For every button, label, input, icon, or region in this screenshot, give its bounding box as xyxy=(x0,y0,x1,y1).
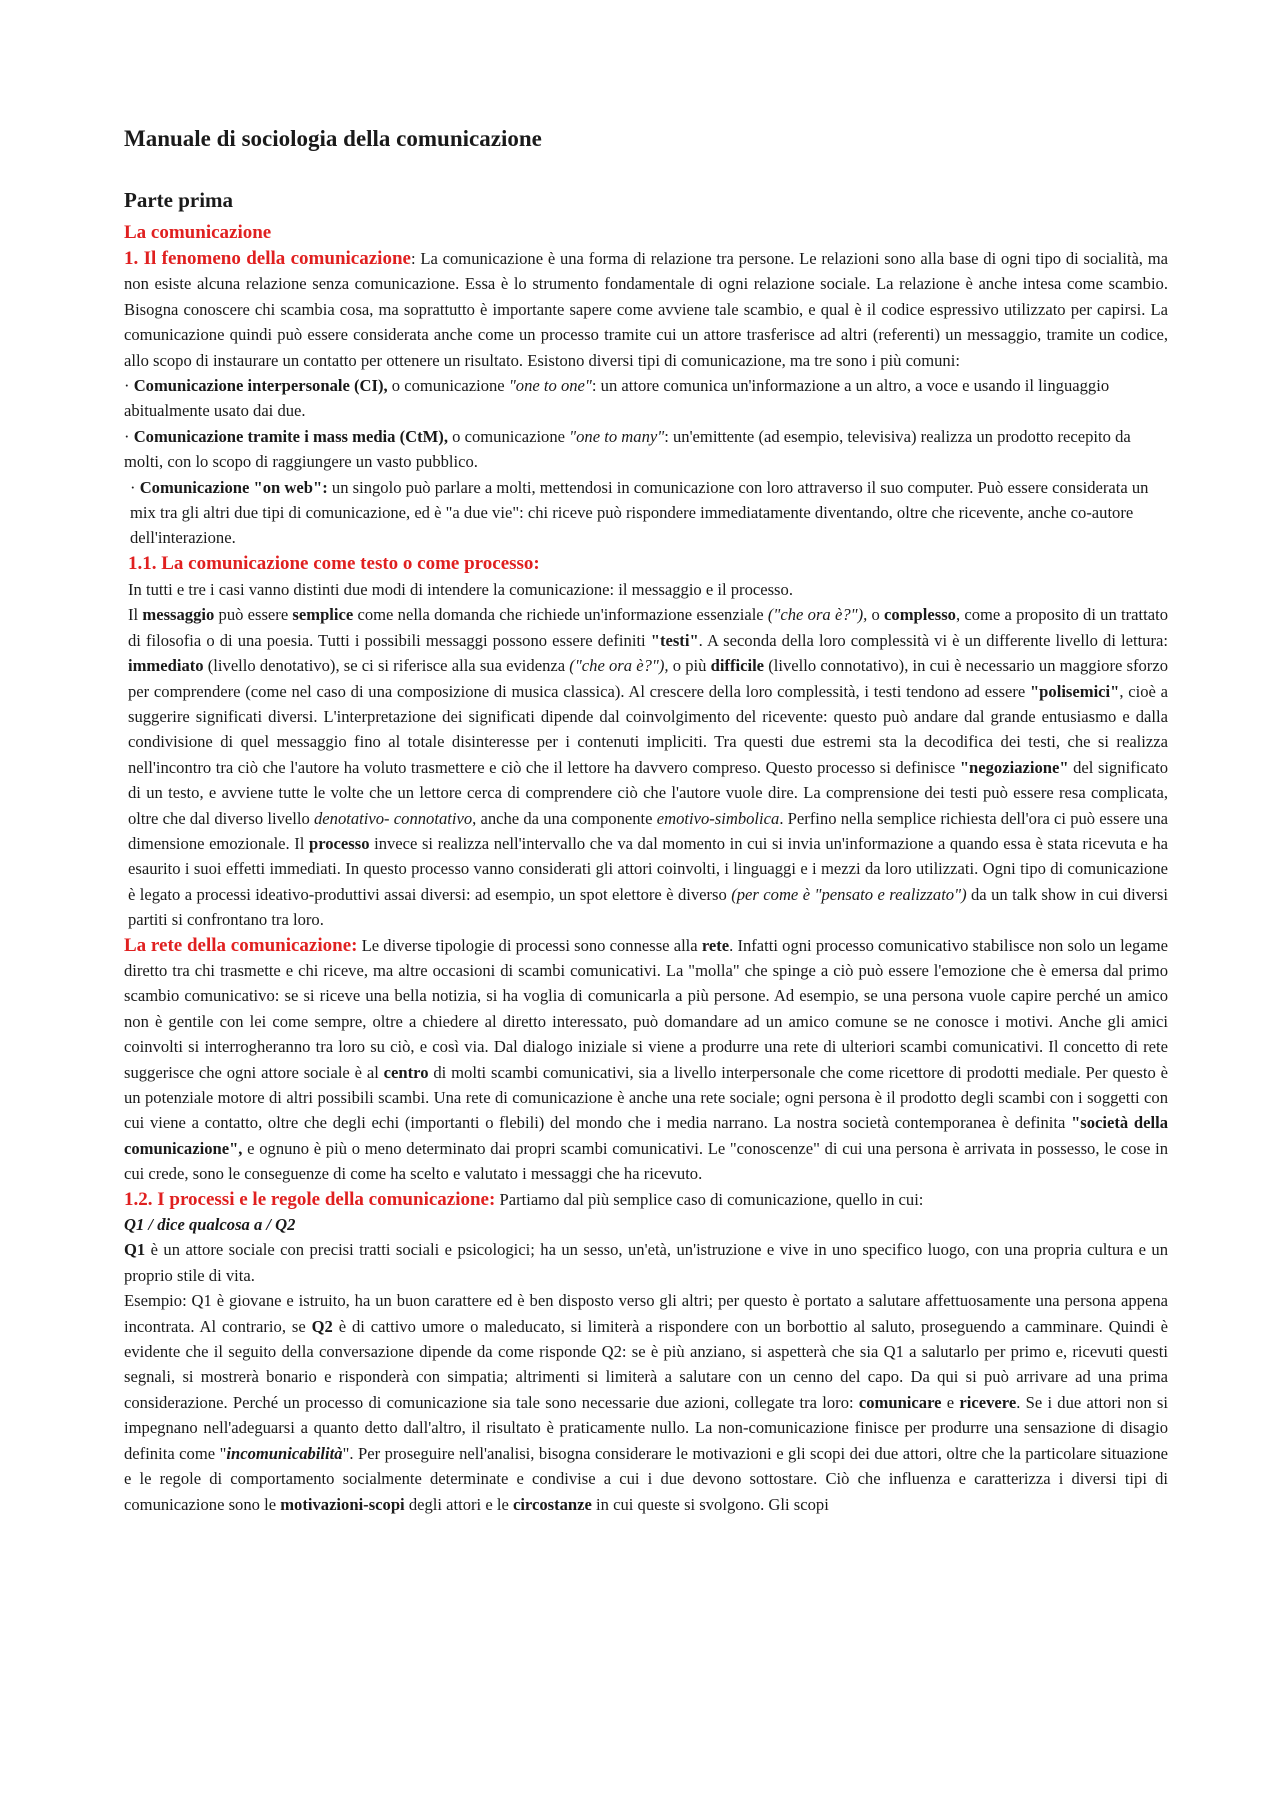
section-1-sep: : xyxy=(410,249,416,268)
bullet-mark: · xyxy=(124,376,134,396)
section-1-1-paragraph xyxy=(124,602,1168,932)
text: , anche da una componente xyxy=(472,808,657,828)
document-page xyxy=(124,112,1168,1517)
example-paragraph xyxy=(124,1288,1168,1517)
term-messaggio: messaggio xyxy=(142,605,215,625)
text: . Perfino nella semplice richiesta dell'ora ci può essere una dimensione emozionale. Il xyxy=(128,808,1169,853)
text: o più xyxy=(668,656,711,676)
term-semplice: semplice xyxy=(292,605,354,625)
text: Il xyxy=(128,605,143,625)
text: . Infatti ogni processo comunicativo stabilisce non solo un legame diretto tra chi trasmette e chi riceve, ma altre occasioni di scambi comunicativi. La "molla" che spinge a ciò può essere l'emozione che è emersa dal primo scambio comunicativo: se si riceve una bella notizia, si ha voglia di comunicarla a più persone. Ad esempio, se una persona vuole capire perché un amico non è gentile con lei come sempre, oltre a chiedere al diretto interessato, può domandare ad un amico comune se ne conosce i motivi. Anche gli amici coinvolti si interrogheranno tra loro su ciò, e così via. Dal dialogo iniziale si viene a produrre una rete di ulteriori scambi comunicativi. Il concetto di rete suggerisce che ogni attore sociale è al xyxy=(124,935,1168,1082)
bullet-mass-media xyxy=(124,424,1168,475)
term-on-web: Comunicazione "on web": xyxy=(139,477,328,497)
term-q2: Q2 xyxy=(311,1316,333,1336)
term-ctm: Comunicazione tramite i mass media (CtM), xyxy=(133,426,448,446)
quote-pensato: (per come è "pensato e realizzato") xyxy=(731,884,967,904)
section-1-1-heading: 1.1. La comunicazione come testo o come processo: xyxy=(128,552,540,574)
bullet-mark: · xyxy=(130,477,140,497)
term-incomunicabilita: incomunicabilità xyxy=(226,1443,343,1463)
text: , come a proposito di un trattato di filosofia o di una poesia. Tutti i possibili messaggi possono essere definiti xyxy=(128,605,1168,650)
text: Partiamo dal più semplice caso di comunicazione, quello in cui: xyxy=(495,1189,924,1209)
section-1-paragraph xyxy=(124,246,1168,373)
text: . Se i due attori non si impegnano nell'adeguarsi a quanto detto dall'altro, il risultato è praticamente nullo. La non-comunicazione finisce per produrre una sensazione di disagio definita come " xyxy=(124,1392,1168,1463)
term-testi: "testi" xyxy=(650,630,699,650)
bullet-mark: · xyxy=(124,426,134,446)
text: Le diverse tipologie di processi sono connesse alla xyxy=(357,935,702,955)
text: del significato di un testo, e avviene tutte le volte che un lettore cerca di comprendere ciò che l'autore vuole dire. La comprensione dei testi può essere resa complicata, oltre che dal diverso livello xyxy=(128,757,1168,828)
text: un singolo può parlare a molti, mettendosi in comunicazione con loro attraverso il suo computer. Può essere considerata un mix tra gli altri due tipi di comunicazione, ed è "a due vie": chi riceve può rispondere immediatamente diventando, oltre che ricevente, anche co-autore dell'interazione. xyxy=(130,477,1149,548)
term-q1: Q1 xyxy=(124,1240,146,1260)
term-emotivo: emotivo-simbolica xyxy=(656,808,780,828)
term-centro: centro xyxy=(383,1062,429,1082)
term-circostanze: circostanze xyxy=(512,1494,592,1514)
text: e ognuno è più o meno determinato dai propri scambi comunicativi. Le "conoscenze" di cui una persona è arrivata in possesso, le cose in cui crede, sono le conseguenze di come ha scelto e valutato i messaggi che ha ricevuto. xyxy=(124,1138,1168,1184)
text: ". Per proseguire nell'analisi, bisogna considerare le motivazioni e gli scopi dei due attori, oltre che la particolare situazione e le regole di comportamento socialmente determinate e condivise a cui i due devono sottostare. Ciò che influenza e caratterizza i diversi tipi di comunicazione sono le xyxy=(124,1443,1169,1514)
term-polisemici: "polisemici" xyxy=(1029,681,1120,701)
section-1-1-intro: In tutti e tre i casi vanno distinti due modi di intendere la comunicazione: il messaggio e il processo. xyxy=(128,579,793,599)
bullet-interpersonale xyxy=(124,373,1168,424)
text: come nella domanda che richiede un'informazione essenziale xyxy=(353,605,768,625)
text: . A seconda della loro complessità vi è un differente livello di lettura: xyxy=(698,630,1168,650)
term-motivazioni: motivazioni-scopi xyxy=(280,1494,405,1514)
text: e xyxy=(941,1392,960,1412)
term-processo: processo xyxy=(308,833,370,853)
text: Esempio: Q1 è giovane e istruito, ha un buon carattere ed è ben disposto verso gli altri; per questo è portato a salutare affettuosamente una persona appena incontrata. Al contrario, se xyxy=(124,1291,1168,1336)
text: o comunicazione xyxy=(387,376,509,396)
term-denotativo: denotativo- connotativo xyxy=(314,808,473,828)
text: è di cattivo umore o maleducato, si limiterà a rispondere con un borbottio al saluto, proseguendo a camminare. Quindi è evidente che il seguito della conversazione dipende da come risponde Q2: se è più anziano, si aspetterà che sia Q1 a salutarlo per primo e, ricevuti questi segnali, si mostrerà bonario e risponderà con simpatia; altrimenti si limiterà a salutare con un cenno del capo. Da qui si può arrivare ad una prima considerazione. Perché un processo di comunicazione sia tale sono necessarie due azioni, collegate tra loro: xyxy=(124,1316,1168,1412)
text: in cui queste si svolgono. Gli scopi xyxy=(591,1494,829,1514)
text: da un talk show in cui diversi partiti si confrontano tra loro. xyxy=(128,884,1168,930)
part-title: Parte prima xyxy=(124,188,234,212)
text: o comunicazione xyxy=(447,426,570,446)
term-immediato: immediato xyxy=(128,656,204,676)
text: invece si realizza nell'intervallo che va dal momento in cui si invia un'informazione a quando essa è stata ricevuta e ha esaurito i suoi effetti immediati. In questo processo vanno considerati gli attori coinvolti, i linguaggi e i mezzi da loro utilizzati. Ogni tipo di comunicazione è legato a processi ideativo-produttivi assai diversi: ad esempio, un spot elettore è diverso xyxy=(128,833,1168,904)
term-ci: Comunicazione interpersonale (CI), xyxy=(133,376,388,396)
quote-che-ora: ("che ora è?"), xyxy=(767,605,868,625)
q1-paragraph xyxy=(124,1237,1168,1288)
text: di molti scambi comunicativi, sia a livello interpersonale che come ricettore di prodotti mediale. Per questo è un potenziale motore di altri possibili scambi. Una rete di comunicazione è anche una rete sociale; ogni persona è il prodotto degli scambi con i soggetti con cui viene a contatto, oltre che degli echi (importanti o flebili) del mondo che i media narrano. La nostra società contemporanea è definita xyxy=(124,1062,1168,1133)
section-1-2-intro xyxy=(124,1187,1168,1212)
text: può essere xyxy=(214,605,293,625)
text: : un attore comunica un'informazione a un altro, a voce e usando il linguaggio abitualmente usato dai due. xyxy=(124,376,1110,421)
section-1-2-heading: 1.2. I processi e le regole della comunicazione: xyxy=(124,1188,496,1210)
term-complesso: complesso xyxy=(884,605,956,625)
section-1-body: La comunicazione è una forma di relazione tra persone. Le relazioni sono alla base di ogni tipo di socialità, ma non esiste alcuna relazione senza comunicazione. Essa è lo strumento fondamentale di ogni relazione sociale. La relazione è anche intesa come scambio. Bisogna conoscere chi scambia cosa, ma soprattutto è importante sapere come avviene tale scambio, e qual è il codice espressivo utilizzato per capirsi. La comunicazione quindi può essere considerata anche come un processo tramite cui un attore trasferisce ad altri (referenti) un messaggio, tramite un codice, allo scopo di instaurare un contatto per ottenere un risultato. Esistono diversi tipi di comunicazione, ma tre sono i più comuni: xyxy=(124,249,1168,370)
rete-paragraph xyxy=(124,933,1168,1187)
section-1-heading: 1. Il fenomeno della comunicazione xyxy=(124,248,411,269)
term-societa: "società della comunicazione", xyxy=(124,1113,1169,1158)
text: o xyxy=(867,605,885,625)
chapter-title: La comunicazione xyxy=(124,222,272,243)
term-one-to-many: "one to many" xyxy=(569,426,665,446)
bullet-on-web xyxy=(124,475,1168,551)
quote-che-ora: ("che ora è?"), xyxy=(569,656,669,676)
formula-q1-q2: Q1 / dice qualcosa a / Q2 xyxy=(124,1215,296,1235)
term-ricevere: ricevere xyxy=(959,1392,1017,1412)
term-one-to-one: "one to one" xyxy=(508,376,592,396)
term-comunicare: comunicare xyxy=(858,1392,942,1412)
text: : un'emittente (ad esempio, televisiva) realizza un prodotto recepito da molti, con lo scopo di raggiungere un vasto pubblico. xyxy=(124,426,1131,472)
term-negoziazione: "negoziazione" xyxy=(959,757,1069,777)
text: (livello denotativo), se ci si riferisce alla sua evidenza xyxy=(203,656,570,676)
text: degli attori e le xyxy=(404,1494,513,1514)
term-difficile: difficile xyxy=(710,656,765,676)
text: è un attore sociale con precisi tratti sociali e psicologici; ha un sesso, un'età, un'istruzione e vive in uno specifico luogo, con una propria cultura e un proprio stile di vita. xyxy=(124,1240,1168,1285)
term-rete: rete xyxy=(701,935,730,955)
document-title: Manuale di sociologia della comunicazione xyxy=(124,126,542,151)
text: (livello connotativo), in cui è necessario un maggiore sforzo per comprendere (come nel caso di una composizione di musica classica). Al crescere della loro complessità, i testi tendono ad essere xyxy=(128,656,1168,701)
text: , cioè a suggerire significati diversi. L'interpretazione dei significati dipende dal coinvolgimento del ricevente: questo può andare dal grande entusiasmo e dalla condivisione di quel messaggio fino al totale disinteresse per i contenuti impliciti. Tra questi due estremi sta la decodifica dei testi, che si realizza nell'incontro tra ciò che l'autore ha voluto trasmettere e ciò che il lettore ha davvero compreso. Questo processo si definisce xyxy=(128,681,1168,777)
rete-heading: La rete della comunicazione: xyxy=(124,934,358,956)
